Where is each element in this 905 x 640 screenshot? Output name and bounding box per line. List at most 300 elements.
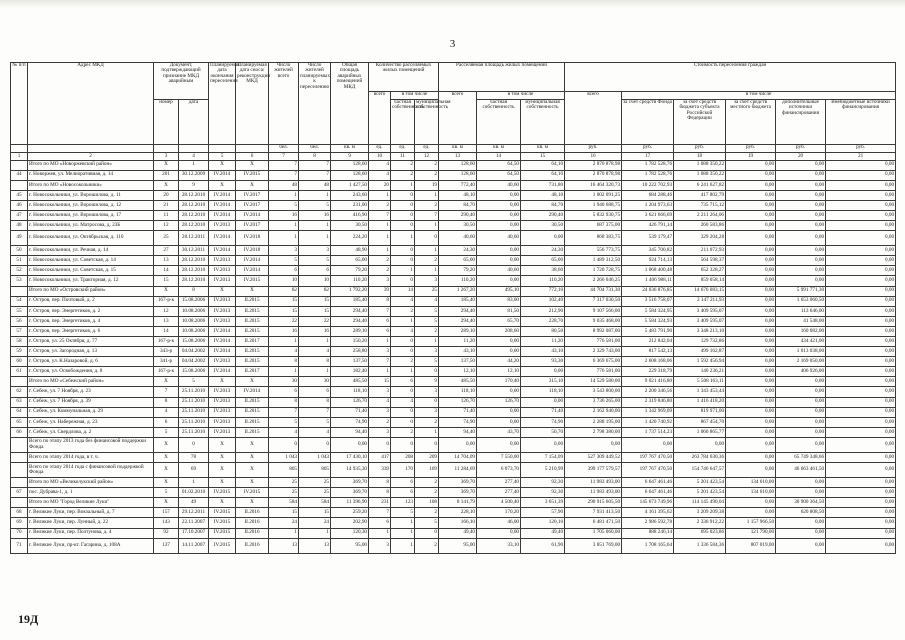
table-cell: II.2015 bbox=[236, 407, 269, 417]
header-settle-area: Расселяемая площадь жилых помещений bbox=[439, 63, 565, 92]
table-cell: 48 bbox=[299, 180, 331, 190]
table-cell: 0 bbox=[415, 397, 439, 407]
table-cell: 58 bbox=[11, 337, 28, 347]
table-cell: X bbox=[209, 452, 236, 462]
table-cell bbox=[11, 498, 28, 508]
table-cell: 3 736 265,00 bbox=[565, 397, 622, 407]
table-cell: 499 162,87 bbox=[674, 347, 726, 357]
address-cell: г. Остров, ул. Загородная, д. 13 bbox=[28, 347, 154, 357]
table-cell: 339 bbox=[369, 463, 391, 478]
table-cell: 0,00 bbox=[726, 427, 776, 437]
table-cell: IV.2013 bbox=[209, 387, 236, 397]
table-cell: 735 715,12 bbox=[674, 200, 726, 210]
table-cell: 49 bbox=[179, 498, 209, 508]
table-cell: 1 bbox=[391, 231, 415, 246]
table-cell: IV.2014 bbox=[209, 190, 236, 200]
table-row bbox=[11, 488, 896, 498]
table-cell: 6 647 461,46 bbox=[622, 488, 674, 498]
address-cell: Итого по МО «Великолукский район» bbox=[28, 478, 154, 488]
table-cell: 0,00 bbox=[776, 397, 826, 407]
table-cell: 137 bbox=[154, 538, 179, 553]
table-cell: 43,70 bbox=[477, 427, 521, 437]
table-cell: 30 900 364,50 bbox=[776, 498, 826, 508]
table-cell: 1 bbox=[269, 221, 299, 231]
table-cell: 0 bbox=[415, 528, 439, 538]
table-cell: 556 773,75 bbox=[565, 246, 622, 256]
header-num: № п/п bbox=[11, 63, 28, 145]
table-cell: X bbox=[154, 498, 179, 508]
table-cell: 2 bbox=[415, 508, 439, 518]
table-cell: 0,00 bbox=[826, 170, 896, 180]
table-cell: 8 bbox=[154, 397, 179, 407]
table-cell: 2 bbox=[415, 160, 439, 170]
table-cell: 62 bbox=[11, 387, 28, 397]
unit-cell: руб. bbox=[826, 145, 896, 153]
table-cell: 0 bbox=[391, 417, 415, 427]
table-cell: 652 328,27 bbox=[674, 266, 726, 276]
table-cell: IV.2013 bbox=[209, 306, 236, 316]
table-cell: X bbox=[236, 452, 269, 462]
table-cell: 2 bbox=[415, 200, 439, 210]
table-cell: 95,00 bbox=[331, 538, 369, 553]
table-cell: 134 610,00 bbox=[726, 478, 776, 488]
table-cell: II.2017 bbox=[236, 367, 269, 377]
table-cell: X bbox=[236, 377, 269, 387]
table-cell: 25.11.2010 bbox=[179, 427, 209, 437]
table-cell: 0,00 bbox=[477, 407, 521, 417]
table-cell: 1 bbox=[269, 190, 299, 200]
column-number: 11 bbox=[391, 153, 415, 161]
table-cell: 30,50 bbox=[331, 221, 369, 231]
table-cell: 805 bbox=[299, 463, 331, 478]
table-row-total bbox=[11, 160, 896, 170]
table-cell: II.2016 bbox=[236, 528, 269, 538]
table-cell: 859 058,14 bbox=[674, 276, 726, 286]
table-cell: 201 bbox=[154, 170, 179, 180]
table-cell: 1 708 165,64 bbox=[622, 538, 674, 553]
table-cell: 7 bbox=[369, 210, 391, 220]
header-settle-incl: в том числе bbox=[477, 92, 565, 100]
table-cell: 0,00 bbox=[776, 266, 826, 276]
table-cell: 28.12.2011 bbox=[179, 231, 209, 246]
table-cell: 82 bbox=[299, 286, 331, 296]
column-number: 8 bbox=[299, 153, 331, 161]
table-cell: 10 222 702,93 bbox=[622, 180, 674, 190]
table-cell: 5 bbox=[269, 256, 299, 266]
table-cell: 28.12.2010 bbox=[179, 190, 209, 200]
table-cell: II.2015 bbox=[236, 427, 269, 437]
unit-cell: кв. м bbox=[439, 145, 477, 153]
table-cell: 212,90 bbox=[521, 306, 565, 316]
column-number: 2 bbox=[28, 153, 154, 161]
table-cell: 10 bbox=[269, 276, 299, 286]
table-cell: 2 bbox=[391, 427, 415, 437]
table-row bbox=[11, 326, 896, 336]
table-cell: 185,40 bbox=[439, 296, 477, 306]
table-cell: 7 931 413,50 bbox=[565, 508, 622, 518]
table-cell: 3 bbox=[369, 347, 391, 357]
table-cell: 14 676 083,15 bbox=[674, 286, 726, 296]
table-cell: 157 bbox=[154, 508, 179, 518]
table-row bbox=[11, 210, 896, 220]
table-cell: 369,70 bbox=[439, 488, 477, 498]
table-cell: 695 023,86 bbox=[674, 528, 726, 538]
table-cell: 0,00 bbox=[826, 367, 896, 377]
table-cell: 79,20 bbox=[331, 266, 369, 276]
table-cell: 0,00 bbox=[726, 160, 776, 170]
table-row bbox=[11, 266, 896, 276]
column-number: 9 bbox=[331, 153, 369, 161]
table-cell: 2 608 168,06 bbox=[622, 357, 674, 367]
table-cell: 0,00 bbox=[776, 210, 826, 220]
table-cell: 776 581,00 bbox=[565, 367, 622, 377]
table-cell: 46 663 461,50 bbox=[776, 463, 826, 478]
table-cell: 11 396,90 bbox=[331, 498, 369, 508]
table-cell: 4 500,40 bbox=[477, 498, 521, 508]
table-cell: 4 bbox=[415, 296, 439, 306]
table-cell: 51 bbox=[11, 256, 28, 266]
table-cell: IV.2013 bbox=[209, 266, 236, 276]
table-row bbox=[11, 170, 896, 180]
table-cell: 29.12.2011 bbox=[179, 508, 209, 518]
table-cell: 12,10 bbox=[477, 367, 521, 377]
table-cell: 0,00 bbox=[726, 347, 776, 357]
table-cell: 12,10 bbox=[439, 367, 477, 377]
table-cell bbox=[11, 160, 28, 170]
table-cell: IV.2017 bbox=[236, 200, 269, 210]
table-cell: 0,00 bbox=[776, 528, 826, 538]
table-cell: 0,00 bbox=[726, 296, 776, 306]
table-cell: 60 bbox=[11, 357, 28, 367]
header-doc-date: дата bbox=[179, 100, 209, 145]
table-cell: 1 bbox=[369, 231, 391, 246]
table-cell: IV.2015 bbox=[209, 508, 236, 518]
table-cell: II.2015 bbox=[236, 296, 269, 306]
address-cell: г. Остров, ул. К.Назаровой, д. 6 bbox=[28, 357, 154, 367]
table-row bbox=[11, 528, 896, 538]
table-cell: 3 bbox=[415, 347, 439, 357]
table-cell: 65 749 348,66 bbox=[776, 452, 826, 462]
table-row bbox=[11, 508, 896, 518]
table-cell: X bbox=[236, 286, 269, 296]
table-cell: 143 bbox=[154, 518, 179, 528]
resettlement-table bbox=[10, 62, 896, 554]
table-cell: 1 782 528,76 bbox=[622, 160, 674, 170]
table-cell: 0 bbox=[391, 276, 415, 286]
table-cell: 5 bbox=[415, 518, 439, 528]
table-cell: 0,00 bbox=[826, 437, 896, 452]
table-cell: II.2015 bbox=[236, 316, 269, 326]
table-cell: 434 421,00 bbox=[776, 337, 826, 347]
table-cell: 0,00 bbox=[726, 407, 776, 417]
table-cell: 7 154,09 bbox=[521, 452, 565, 462]
table-cell: 1 060 865,77 bbox=[674, 427, 726, 437]
table-cell: 294,40 bbox=[439, 316, 477, 326]
table-cell: 369,70 bbox=[331, 488, 369, 498]
table-cell: X bbox=[236, 160, 269, 170]
table-cell: 113 646,00 bbox=[776, 306, 826, 316]
table-cell: 15 bbox=[269, 508, 299, 518]
resettlement-table-container bbox=[10, 62, 895, 554]
address-cell: г. Новоржев, ул. Мелиоративная, д. 14 bbox=[28, 170, 154, 180]
table-cell: 1 420 740,92 bbox=[622, 417, 674, 427]
table-cell: 79,20 bbox=[439, 266, 477, 276]
table-cell: 202,90 bbox=[331, 518, 369, 528]
table-cell: 4 bbox=[299, 427, 331, 437]
table-cell: 0,00 bbox=[726, 316, 776, 326]
table-cell: 5 508 163,11 bbox=[674, 377, 726, 387]
address-cell: пос. Дубрава-1, д. 1 bbox=[28, 488, 154, 498]
table-cell: 1 bbox=[299, 231, 331, 246]
table-cell: 819 971,00 bbox=[674, 407, 726, 417]
table-cell: 2 169 050,00 bbox=[776, 357, 826, 367]
table-cell: 9 021 416,80 bbox=[622, 377, 674, 387]
table-cell: 17 430,10 bbox=[331, 452, 369, 462]
table-cell: 0,00 bbox=[826, 296, 896, 306]
table-cell: 0,00 bbox=[477, 387, 521, 397]
table-cell: 0,00 bbox=[726, 190, 776, 200]
table-cell: 294,40 bbox=[331, 316, 369, 326]
table-cell: IV.2013 bbox=[209, 427, 236, 437]
table-cell: 114 145 490,04 bbox=[674, 498, 726, 508]
table-cell: 30 bbox=[299, 377, 331, 387]
table-cell: 4 bbox=[269, 427, 299, 437]
table-cell: 399 177 579,57 bbox=[565, 463, 622, 478]
table-cell: 0 bbox=[391, 347, 415, 357]
table-cell: 10.08.2006 bbox=[179, 326, 209, 336]
table-cell: 7 bbox=[154, 387, 179, 397]
table-cell: 185,40 bbox=[331, 296, 369, 306]
table-cell: 71 bbox=[11, 538, 28, 553]
table-cell: 7 bbox=[299, 407, 331, 417]
table-cell: X bbox=[154, 437, 179, 452]
table-row-total bbox=[11, 286, 896, 296]
table-cell: 0,00 bbox=[726, 337, 776, 347]
units-empty bbox=[11, 145, 28, 153]
table-cell: 2 798 380,00 bbox=[565, 427, 622, 437]
table-cell: 7 bbox=[369, 508, 391, 518]
table-cell: 1 bbox=[179, 478, 209, 488]
table-cell: 0,00 bbox=[726, 276, 776, 286]
table-cell: 1 bbox=[299, 528, 331, 538]
table-cell: 25 bbox=[415, 286, 439, 296]
table-cell: 8 bbox=[179, 286, 209, 296]
table-cell: 14 bbox=[391, 286, 415, 296]
table-cell: II.2015 bbox=[236, 306, 269, 316]
table-cell: 28.12.2010 bbox=[179, 276, 209, 286]
table-cell: IV.2014 bbox=[236, 256, 269, 266]
table-cell: 0,00 bbox=[826, 160, 896, 170]
table-cell: 14 529 580,00 bbox=[565, 377, 622, 387]
table-cell: 0 bbox=[391, 407, 415, 417]
table-cell: 8 bbox=[269, 397, 299, 407]
header-document: Документ, подтверждающий признание МКД аварийным bbox=[154, 63, 209, 100]
table-cell: 3 bbox=[415, 387, 439, 397]
table-cell: 30.12.2011 bbox=[179, 246, 209, 256]
table-cell: 208 bbox=[391, 452, 415, 462]
table-cell: 0,00 bbox=[726, 326, 776, 336]
table-cell: 84,70 bbox=[439, 200, 477, 210]
table-cell: 56 bbox=[11, 316, 28, 326]
table-cell: II.2015 bbox=[236, 357, 269, 367]
table-cell: 0,00 bbox=[477, 200, 521, 210]
table-cell: 6 369 675,00 bbox=[565, 357, 622, 367]
table-row-total bbox=[11, 463, 896, 478]
table-cell: 0,00 bbox=[726, 397, 776, 407]
table-cell: 0,00 bbox=[826, 286, 896, 296]
column-number: 10 bbox=[369, 153, 391, 161]
address-cell: г. Новосокольники, ул. Октябрьская, д. 110 bbox=[28, 231, 154, 246]
table-cell: 2 bbox=[369, 417, 391, 427]
table-cell: 1 427,50 bbox=[331, 180, 369, 190]
table-cell: 1 792,20 bbox=[331, 286, 369, 296]
column-number: 14 bbox=[477, 153, 521, 161]
table-cell: 1 bbox=[269, 367, 299, 377]
table-cell: 1 bbox=[415, 190, 439, 200]
address-cell: Всего по этапу 2014 года с финансовой поддержкой Фонда bbox=[28, 463, 154, 478]
table-cell: 16 464 320,73 bbox=[565, 180, 622, 190]
column-number: 5 bbox=[209, 153, 236, 161]
table-cell: 6 bbox=[369, 518, 391, 528]
table-cell: 102,40 bbox=[521, 296, 565, 306]
table-cell: X bbox=[154, 286, 179, 296]
table-cell: 64,10 bbox=[521, 160, 565, 170]
table-cell bbox=[11, 452, 28, 462]
table-cell: 108 bbox=[415, 498, 439, 508]
table-row bbox=[11, 200, 896, 210]
header-cost-fund: за счет средств Фонда bbox=[622, 100, 674, 145]
table-cell: 27 bbox=[154, 246, 179, 256]
table-cell: 0 bbox=[391, 221, 415, 231]
table-cell: 61 bbox=[11, 367, 28, 377]
table-cell: 0 bbox=[415, 231, 439, 246]
table-cell: 0 bbox=[369, 437, 391, 452]
table-row bbox=[11, 246, 896, 256]
address-cell: Всего по этапу 2013 года без финансовой поддержки Фонда bbox=[28, 437, 154, 452]
address-cell: г. Остров, пер. Почтовый, д. 2 bbox=[28, 296, 154, 306]
table-cell: 44 704 731,30 bbox=[565, 286, 622, 296]
table-cell: 817 542,13 bbox=[622, 347, 674, 357]
table-cell: 0,00 bbox=[826, 246, 896, 256]
table-cell: 231 bbox=[369, 498, 391, 508]
table-cell: 22 bbox=[269, 316, 299, 326]
table-cell: 867 454,70 bbox=[674, 417, 726, 427]
table-cell: 1 088 350,22 bbox=[674, 160, 726, 170]
table-cell: 1 bbox=[391, 316, 415, 326]
table-cell: 11 983 493,00 bbox=[565, 488, 622, 498]
table-row bbox=[11, 387, 896, 397]
unit-cell: чел. bbox=[269, 145, 299, 153]
table-cell: 137,50 bbox=[331, 357, 369, 367]
table-cell: 3 bbox=[299, 246, 331, 256]
table-cell: 0,00 bbox=[826, 427, 896, 437]
table-cell: 170,20 bbox=[477, 508, 521, 518]
table-cell: IV.2014 bbox=[209, 210, 236, 220]
table-cell: 1 204 973,63 bbox=[622, 200, 674, 210]
unit-cell: ед. bbox=[391, 145, 415, 153]
table-cell: 2 162 940,00 bbox=[565, 407, 622, 417]
table-cell: 6 241 627,82 bbox=[674, 180, 726, 190]
address-cell: г. Новосокольники, ул. Ворошилова, д. 12 bbox=[28, 200, 154, 210]
table-cell: 13 bbox=[154, 316, 179, 326]
unit-cell: ед. bbox=[415, 145, 439, 153]
table-cell: 3 bbox=[415, 407, 439, 417]
table-cell: X bbox=[236, 180, 269, 190]
table-cell: 345 700,82 bbox=[622, 246, 674, 256]
table-cell: 22 bbox=[299, 316, 331, 326]
table-cell: 539 179,47 bbox=[622, 231, 674, 246]
table-cell: X bbox=[236, 463, 269, 478]
table-cell: 0,00 bbox=[726, 508, 776, 518]
table-cell: IV.2013 bbox=[209, 397, 236, 407]
table-cell: 65,00 bbox=[439, 256, 477, 266]
table-cell: 0,00 bbox=[826, 518, 896, 528]
table-cell: 1 737 514,23 bbox=[622, 427, 674, 437]
table-cell: 2 bbox=[391, 160, 415, 170]
table-cell: X bbox=[236, 478, 269, 488]
table-cell: 7 550,00 bbox=[477, 452, 521, 462]
table-cell: 0,00 bbox=[521, 231, 565, 246]
table-cell: 0,00 bbox=[726, 498, 776, 508]
table-cell: 0,00 bbox=[477, 221, 521, 231]
column-number: 4 bbox=[179, 153, 209, 161]
table-cell: 868 383,75 bbox=[565, 231, 622, 246]
table-cell: 94,40 bbox=[439, 427, 477, 437]
table-cell: 0,00 bbox=[826, 498, 896, 508]
table-cell: 0,00 bbox=[776, 200, 826, 210]
header-count: Количество расселяемых жилых помещений bbox=[369, 63, 439, 92]
table-cell: 21 bbox=[154, 200, 179, 210]
table-cell: 6 bbox=[369, 316, 391, 326]
table-cell: 54 bbox=[11, 296, 28, 306]
table-cell: 243,60 bbox=[331, 190, 369, 200]
table-cell: 0,00 bbox=[477, 417, 521, 427]
table-cell: 3 516 758,07 bbox=[622, 296, 674, 306]
table-cell: 1 bbox=[269, 528, 299, 538]
table-cell: 40,60 bbox=[477, 231, 521, 246]
table-cell: 154 746 647,57 bbox=[674, 463, 726, 478]
header-cost: Стоимость переселения граждан bbox=[565, 63, 896, 92]
table-cell: 0,00 bbox=[826, 478, 896, 488]
table-cell: X bbox=[154, 160, 179, 170]
table-cell: 0 bbox=[391, 337, 415, 347]
table-cell: 3 651,39 bbox=[521, 498, 565, 508]
table-cell: 417 bbox=[369, 452, 391, 462]
table-cell: IV.2014 bbox=[209, 231, 236, 246]
table-cell: 1 416 418,20 bbox=[674, 397, 726, 407]
table-cell: 406 926,00 bbox=[776, 367, 826, 377]
table-cell: 0,00 bbox=[826, 538, 896, 553]
table-cell: 12 bbox=[154, 306, 179, 316]
table-cell: 224,20 bbox=[331, 231, 369, 246]
table-cell: 263 784 630,36 bbox=[674, 452, 726, 462]
units-empty bbox=[154, 145, 179, 153]
table-cell: 70 bbox=[11, 528, 28, 538]
table-cell: 1 bbox=[269, 337, 299, 347]
table-cell: 43,10 bbox=[521, 347, 565, 357]
table-cell: 6 bbox=[391, 478, 415, 488]
table-cell: 6 bbox=[269, 387, 299, 397]
table-row bbox=[11, 306, 896, 316]
table-cell: 277,40 bbox=[477, 478, 521, 488]
table-header bbox=[11, 63, 896, 153]
table-cell: 8 bbox=[369, 488, 391, 498]
column-number: 12 bbox=[415, 153, 439, 161]
table-cell: 12 bbox=[154, 221, 179, 231]
table-cell: 0,00 bbox=[776, 478, 826, 488]
table-row bbox=[11, 256, 896, 266]
table-cell: IV.2014 bbox=[209, 347, 236, 357]
